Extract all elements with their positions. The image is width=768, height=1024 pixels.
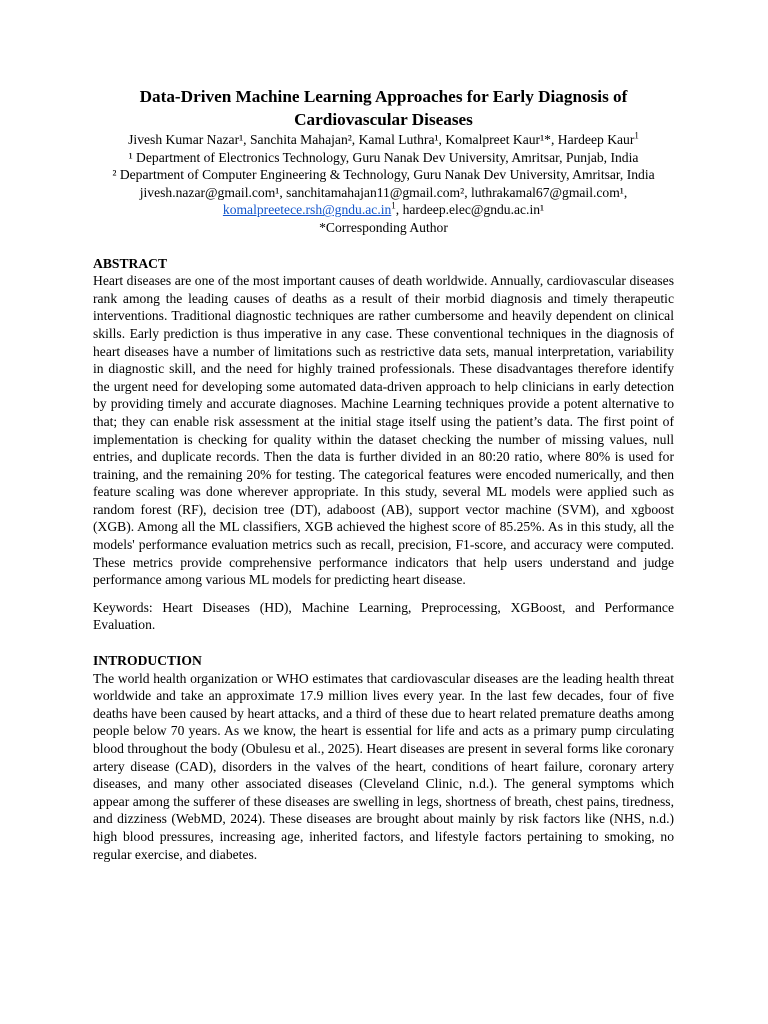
abstract-heading: ABSTRACT bbox=[93, 255, 168, 271]
corresponding-email-link[interactable]: komalpreetece.rsh@gndu.ac.in bbox=[222, 202, 392, 218]
introduction-heading: INTRODUCTION bbox=[93, 653, 202, 669]
authors-text: Jivesh Kumar Nazar¹, Sanchita Mahajan², Kamal Luthra¹, Komalpreet Kaur¹*, Hardeep Kaur bbox=[128, 132, 635, 147]
abstract-paragraph: Heart diseases are one of the most important causes of death worldwide. Annually, cardiovascular diseases rank among the leading causes of deaths as a result of their morbid diagnosis and timely therapeutic interventions. Traditional diagnostic techniques are rather cumbersome and heavily dependent on clinical skills. Early prediction is thus imperative in any case. These conventional techniques in the diagnosis of heart diseases have a number of limitations such as restrictive data sets, manual interpretation, variability in diagnostic skill, and the need for highly trained professionals. These disadvantages therefore identify the urgent need for developing some automated data-driven approach to help clinicians in early detection by providing timely and accurate diagnoses. Machine Learning techniques provide a potent alternative to that; they can enable risk assessment at the initial stage itself using the patient’s data. The first point of implementation is checking for quality within the dataset checking the number of missing values, null entries, and duplicate records. Then the data is further divided in an 80:20 ratio, where 80% is used for training, and the remaining 20% for testing. The categorical features were encoded numerically, and then feature scaling was done wherever appropriate. In this study, several ML models were applied such as random forest (RF), decision tree (DT), adaboost (AB), support vector machine (SVM), and xgboost (XGB). Among all the ML classifiers, XGB achieved the highest score of 85.25%. As in this study, all the models' performance evaluation metrics such as recall, precision, F1-score, and accuracy were computed. These metrics provide comprehensive performance indicators that help users understand and judge performance among various ML models for predicting heart disease. bbox=[93, 273, 674, 588]
keywords-paragraph: Keywords: Heart Diseases (HD), Machine Learning, Preprocessing, XGBoost, and Performance Evaluation. bbox=[93, 599, 674, 633]
author-superscript: 1 bbox=[634, 130, 639, 141]
affiliation-1: ¹ Department of Electronics Technology, Guru Nanak Dev University, Amritsar, Punjab, India bbox=[128, 149, 639, 165]
email-line-2 bbox=[93, 201, 674, 219]
paper-page bbox=[93, 86, 674, 863]
author-list bbox=[93, 131, 674, 149]
introduction-paragraph: The world health organization or WHO estimates that cardiovascular diseases are the leading health threat worldwide and take an approximate 17.9 million lives every year. In the last few decades, four of five deaths have been caused by heart attacks, and a third of these due to heart related premature deaths among people below 70 years. As we know, the heart is essential for life and acts as a primary pump circulating blood throughout the body (Obulesu et al., 2025). Heart diseases are present in several forms like coronary artery disease (CAD), disorders in the valves of the heart, conditions of heart failure, coronary artery diseases, and many other associated diseases (Cleveland Clinic, n.d.). The general symptoms which appear among the sufferer of these diseases are swelling in legs, shortness of breath, chest pains, tiredness, and dizziness (WebMD, 2024). These diseases are brought about mainly by risk factors like (NHS, n.d.) high blood pressures, increasing age, inherited factors, and lifestyle factors pertaining to smoking, no regular exercise, and diabetes. bbox=[93, 670, 674, 862]
corresponding-author-note: *Corresponding Author bbox=[319, 219, 448, 235]
email-line-2-rest: , hardeep.elec@gndu.ac.in¹ bbox=[395, 202, 545, 218]
email-superscript: 1 bbox=[391, 200, 396, 211]
paper-title: Data-Driven Machine Learning Approaches for Early Diagnosis of Cardiovascular Diseases bbox=[139, 87, 628, 129]
affiliation-2: ² Department of Computer Engineering & Technology, Guru Nanak Dev University, Amritsar, India bbox=[112, 167, 655, 183]
email-line-1: jivesh.nazar@gmail.com¹, sanchitamahajan11@gmail.com², luthrakamal67@gmail.com¹, bbox=[139, 184, 628, 200]
